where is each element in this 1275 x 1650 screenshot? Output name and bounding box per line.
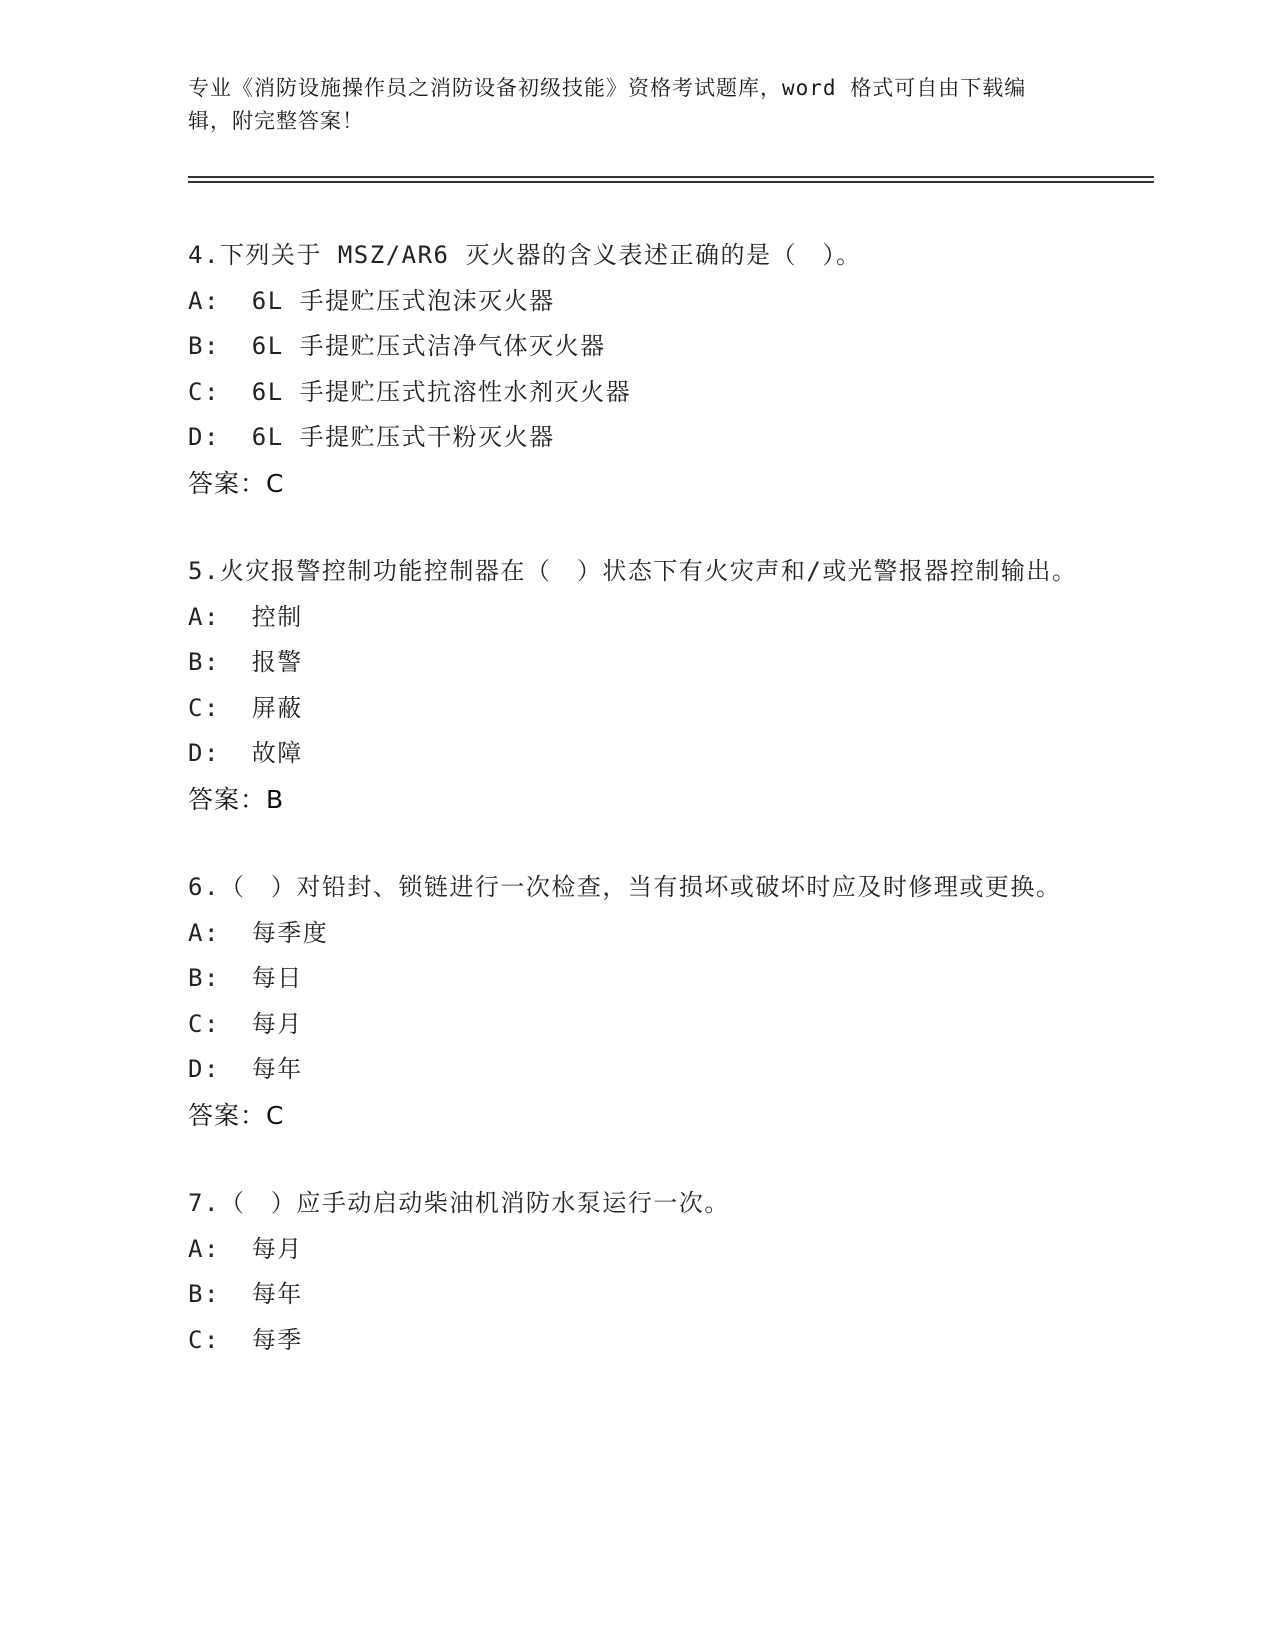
question-4 — [188, 233, 1088, 506]
question-stem: 6.（ ）对铅封、锁链进行一次检查，当有损坏或破坏时应及时修理或更换。 — [188, 873, 1062, 901]
question-7 — [188, 1181, 1088, 1363]
question-5 — [188, 549, 1088, 822]
question-6 — [188, 865, 1088, 1138]
option-b: B: 每日 — [188, 964, 303, 992]
header-divider-bottom — [188, 181, 1154, 183]
option-c: C: 每月 — [188, 1009, 303, 1038]
option-d: D: 6L 手提贮压式干粉灭火器 — [188, 423, 555, 451]
option-a: A: 6L 手提贮压式泡沫灭火器 — [188, 286, 555, 315]
option-b: B: 6L 手提贮压式洁净气体灭火器 — [188, 332, 606, 360]
option-d: D: 每年 — [188, 1055, 303, 1083]
option-b: B: 每年 — [188, 1280, 303, 1308]
answer: 答案：C — [188, 468, 285, 498]
question-list — [188, 233, 1088, 1406]
option-a: A: 每月 — [188, 1234, 303, 1263]
question-stem: 7.（ ）应手动启动柴油机消防水泵运行一次。 — [188, 1189, 730, 1217]
option-a: A: 控制 — [188, 602, 303, 631]
option-c: C: 屏蔽 — [188, 693, 303, 722]
option-a: A: 每季度 — [188, 918, 329, 947]
answer: 答案：C — [188, 1100, 285, 1130]
document-intro: 专业《消防设施操作员之消防设备初级技能》资格考试题库，word 格式可自由下载编辑，附完整答案！ — [188, 76, 1027, 133]
answer: 答案：B — [188, 784, 285, 814]
question-stem: 4.下列关于 MSZ/AR6 灭火器的含义表述正确的是（ ）。 — [188, 241, 862, 269]
option-c: C: 6L 手提贮压式抗溶性水剂灭火器 — [188, 377, 632, 406]
question-stem: 5.火灾报警控制功能控制器在（ ）状态下有火灾声和/或光警报器控制输出。 — [188, 557, 1078, 585]
header-divider-top — [188, 176, 1154, 178]
option-d: D: 故障 — [188, 739, 303, 767]
option-c: C: 每季 — [188, 1325, 303, 1354]
option-b: B: 报警 — [188, 648, 303, 676]
